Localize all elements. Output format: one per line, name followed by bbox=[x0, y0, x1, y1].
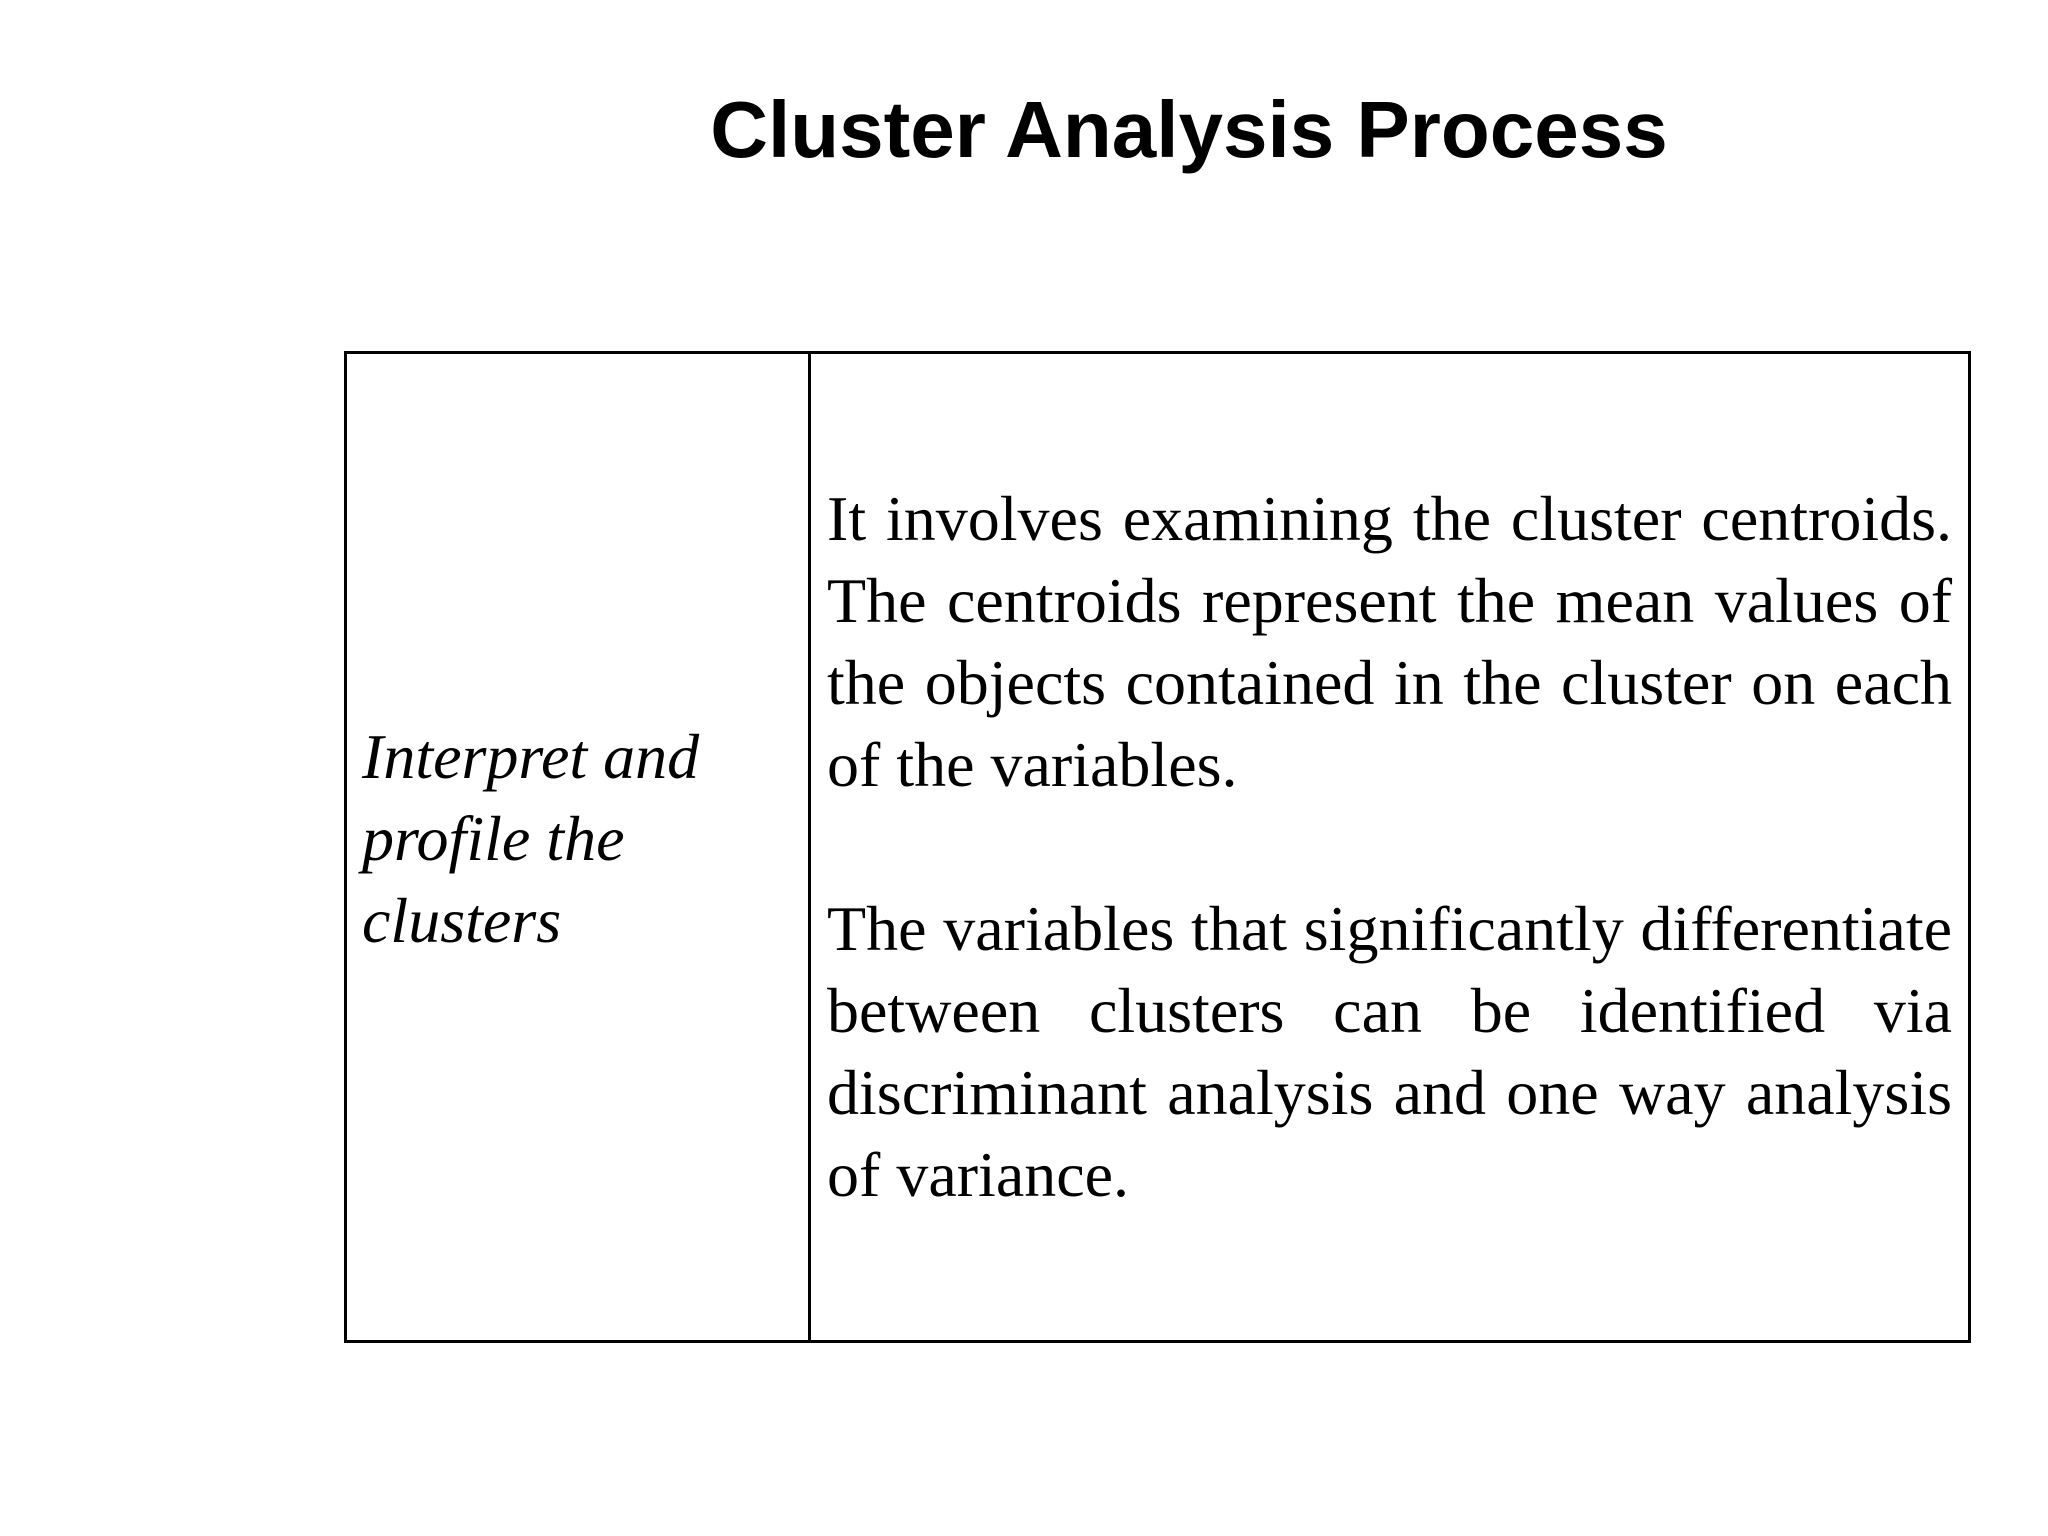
slide-title: Cluster Analysis Process bbox=[710, 85, 1668, 174]
process-table bbox=[344, 351, 1971, 1343]
description-cell bbox=[810, 353, 1970, 1342]
description-paragraph: The variables that significantly differentiate between clusters can be identified via discriminant analysis and one way analysis of variance. bbox=[827, 893, 1952, 1210]
step-cell bbox=[346, 353, 810, 1342]
description-paragraph: It involves examining the cluster centroids. The centroids represent the mean values of the objects contained in the cluster on each of the variables. bbox=[827, 483, 1952, 800]
step-label: Interpret and profile the clusters bbox=[362, 721, 700, 956]
table-row bbox=[346, 353, 1970, 1342]
